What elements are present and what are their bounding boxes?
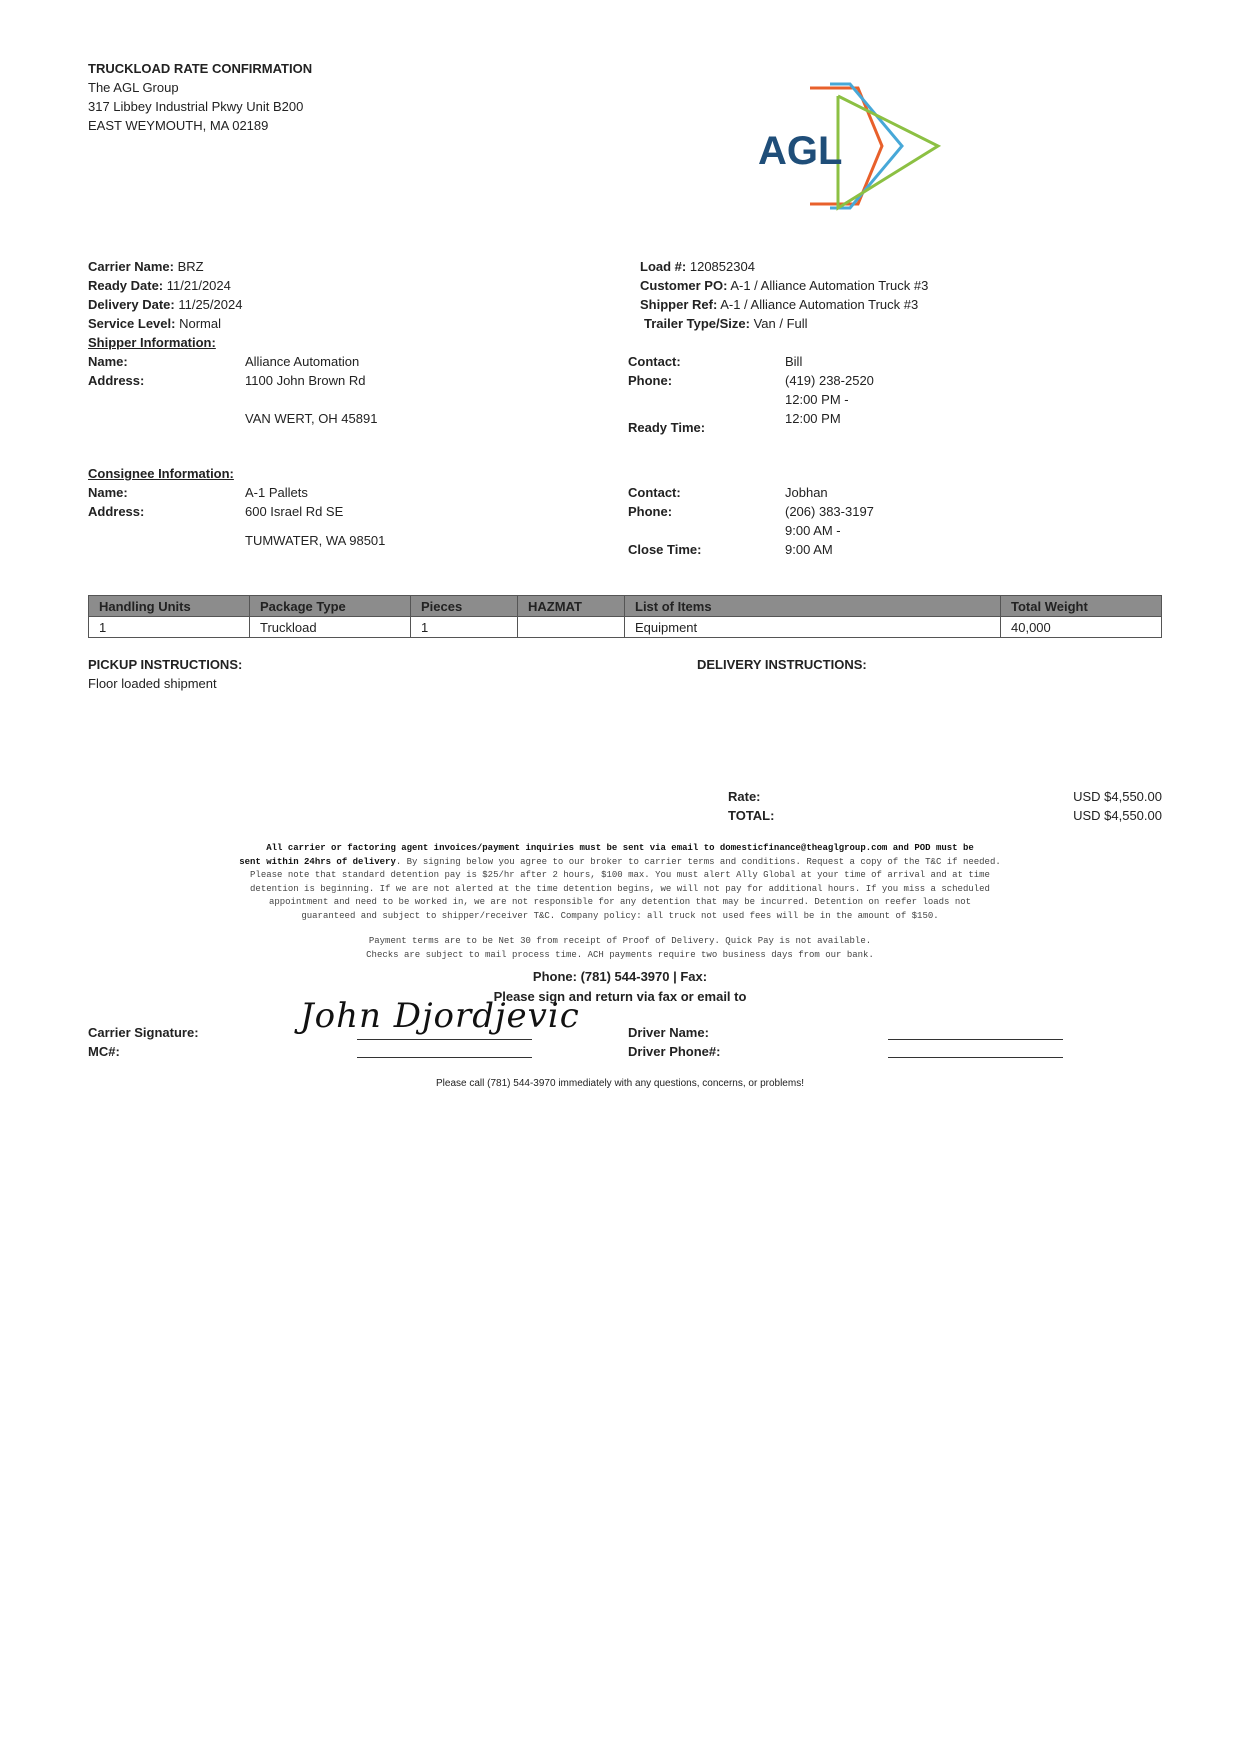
driver-phone-label: Driver Phone#: xyxy=(628,1044,721,1059)
shipper-ready-time-label: Ready Time: xyxy=(628,420,706,435)
consignee-phone: (206) 383-3197 xyxy=(785,504,874,519)
customer-po-label: Customer PO: xyxy=(640,278,728,293)
delivery-date-value: 11/25/2024 xyxy=(178,297,243,312)
trailer-label: Trailer Type/Size: xyxy=(644,316,750,331)
shipper-ready-time-line-1: 12:00 PM - xyxy=(785,392,849,407)
column-header-package-type: Package Type xyxy=(250,596,411,617)
delivery-date-label: Delivery Date: xyxy=(88,297,175,312)
payment-terms-block xyxy=(200,935,1040,962)
payment-terms-line-2: Checks are subject to mail process time. ACH payments require two business days from our bank. xyxy=(366,949,874,960)
cell-hazmat xyxy=(518,617,625,638)
consignee-phone-label: Phone: xyxy=(628,504,673,519)
cell-package-type: Truckload xyxy=(250,617,411,638)
carrier-signature-line xyxy=(357,1039,532,1040)
terms-line-2-bold: sent within 24hrs of delivery xyxy=(239,856,396,867)
trailer-value: Van / Full xyxy=(753,316,808,331)
shipper-name-label: Name: xyxy=(88,354,128,369)
shipper-ref-value: A-1 / Alliance Automation Truck #3 xyxy=(720,297,919,312)
column-header-list-of-items: List of Items xyxy=(625,596,1001,617)
column-header-hazmat: HAZMAT xyxy=(518,596,625,617)
handwritten-signature: John Djordjevic xyxy=(300,996,580,1036)
consignee-name: A-1 Pallets xyxy=(245,485,308,500)
mc-number-line xyxy=(357,1057,532,1058)
column-header-total-weight: Total Weight xyxy=(1001,596,1162,617)
load-number-value: 120852304 xyxy=(689,259,755,274)
load-number-row xyxy=(640,259,755,274)
ready-date-label: Ready Date: xyxy=(88,278,164,293)
rate-value: USD $4,550.00 xyxy=(1073,789,1162,804)
company-name: The AGL Group xyxy=(88,80,179,95)
cell-pieces: 1 xyxy=(411,617,518,638)
document-title: TRUCKLOAD RATE CONFIRMATION xyxy=(88,61,313,76)
consignee-name-label: Name: xyxy=(88,485,128,500)
column-header-handling-units: Handling Units xyxy=(89,596,250,617)
service-level-value: Normal xyxy=(179,316,221,331)
consignee-contact-label: Contact: xyxy=(628,485,681,500)
carrier-name-row xyxy=(88,259,204,274)
mc-number-label: MC#: xyxy=(88,1044,120,1059)
shipper-phone-label: Phone: xyxy=(628,373,673,388)
consignee-address-line-2: TUMWATER, WA 98501 xyxy=(245,533,386,548)
shipper-ref-label: Shipper Ref: xyxy=(640,297,718,312)
service-level-row xyxy=(88,316,221,331)
terms-line-5: appointment and need to be worked in, we are not responsible for any detention that may be incurred. Detention on reefer loads not xyxy=(268,897,972,907)
consignee-address-label: Address: xyxy=(88,504,145,519)
terms-block xyxy=(200,842,1040,923)
terms-line-3: Please note that standard detention pay is $25/hr after 2 hours, $100 max. You must alert Ally Global at your time of arrival and at time xyxy=(250,870,990,880)
shipper-address-line-2: VAN WERT, OH 45891 xyxy=(245,411,378,426)
carrier-signature-label: Carrier Signature: xyxy=(88,1025,199,1040)
driver-phone-line xyxy=(888,1057,1063,1058)
terms-line-6: guaranteed and subject to shipper/receiver T&C. Company policy: all truck not used fees will be in the amount of $150. xyxy=(301,910,939,921)
pickup-instructions-label: PICKUP INSTRUCTIONS: xyxy=(88,657,243,672)
company-address-line-2: EAST WEYMOUTH, MA 02189 xyxy=(88,118,269,133)
shipper-phone: (419) 238-2520 xyxy=(785,373,874,388)
terms-line-2 xyxy=(200,856,1040,870)
consignee-contact: Jobhan xyxy=(785,485,828,500)
ready-date-row xyxy=(88,278,231,293)
shipper-address-line-1: 1100 John Brown Rd xyxy=(245,373,366,388)
agl-logo xyxy=(750,80,950,215)
items-table xyxy=(88,595,1162,638)
consignee-close-time-line-2: 9:00 AM xyxy=(785,542,833,557)
load-number-label: Load #: xyxy=(640,259,687,274)
driver-name-label: Driver Name: xyxy=(628,1025,709,1040)
delivery-instructions-label: DELIVERY INSTRUCTIONS: xyxy=(697,657,867,672)
rate-label: Rate: xyxy=(728,789,761,804)
column-header-pieces: Pieces xyxy=(411,596,518,617)
delivery-date-row xyxy=(88,297,242,312)
items-table-header-row xyxy=(89,596,1162,617)
carrier-name-value: BRZ xyxy=(177,259,204,274)
cell-list-of-items: Equipment xyxy=(625,617,1001,638)
shipper-ready-time-line-2: 12:00 PM xyxy=(785,411,841,426)
payment-terms-line-1: Payment terms are to be Net 30 from receipt of Proof of Delivery. Quick Pay is not available. xyxy=(368,936,872,946)
cell-handling-units: 1 xyxy=(89,617,250,638)
carrier-name-label: Carrier Name: xyxy=(88,259,174,274)
shipper-address-label: Address: xyxy=(88,373,145,388)
sign-return-line: Please sign and return via fax or email to xyxy=(493,989,747,1004)
terms-line-2-normal: . By signing below you agree to our broker to carrier terms and conditions. Request a copy of the T&C if needed. xyxy=(395,856,1001,867)
ready-date-value: 11/21/2024 xyxy=(166,278,231,293)
consignee-heading: Consignee Information: xyxy=(88,466,234,481)
consignee-close-time-label: Close Time: xyxy=(628,542,702,557)
pickup-instructions: Floor loaded shipment xyxy=(88,676,217,691)
trailer-row xyxy=(644,316,808,331)
consignee-address-line-1: 600 Israel Rd SE xyxy=(245,504,344,519)
phone-fax-line: Phone: (781) 544-3970 | Fax: xyxy=(532,969,708,984)
shipper-ref-row xyxy=(640,297,918,312)
customer-po-row xyxy=(640,278,928,293)
shipper-contact: Bill xyxy=(785,354,803,369)
logo-green-chevron-line xyxy=(838,96,938,208)
customer-po-value: A-1 / Alliance Automation Truck #3 xyxy=(730,278,929,293)
shipper-name: Alliance Automation xyxy=(245,354,360,369)
shipper-heading: Shipper Information: xyxy=(88,335,216,350)
consignee-close-time-line-1: 9:00 AM - xyxy=(785,523,841,538)
footer-note: Please call (781) 544-3970 immediately with any questions, concerns, or problems! xyxy=(436,1078,804,1089)
service-level-label: Service Level: xyxy=(88,316,176,331)
total-label: TOTAL: xyxy=(728,808,775,823)
table-row xyxy=(89,617,1162,638)
terms-line-1: All carrier or factoring agent invoices/payment inquiries must be sent via email to domesticfinance@theaglgroup.com and POD must be xyxy=(266,843,974,853)
cell-total-weight: 40,000 xyxy=(1001,617,1162,638)
total-value: USD $4,550.00 xyxy=(1073,808,1162,823)
shipper-contact-label: Contact: xyxy=(628,354,681,369)
driver-name-line xyxy=(888,1039,1063,1040)
logo-text: AGL xyxy=(758,129,843,173)
terms-line-4: detention is beginning. If we are not alerted at the time detention begins, we will not pay for additional hours. If you miss a scheduled xyxy=(250,883,990,894)
company-address-line-1: 317 Libbey Industrial Pkwy Unit B200 xyxy=(88,99,304,114)
